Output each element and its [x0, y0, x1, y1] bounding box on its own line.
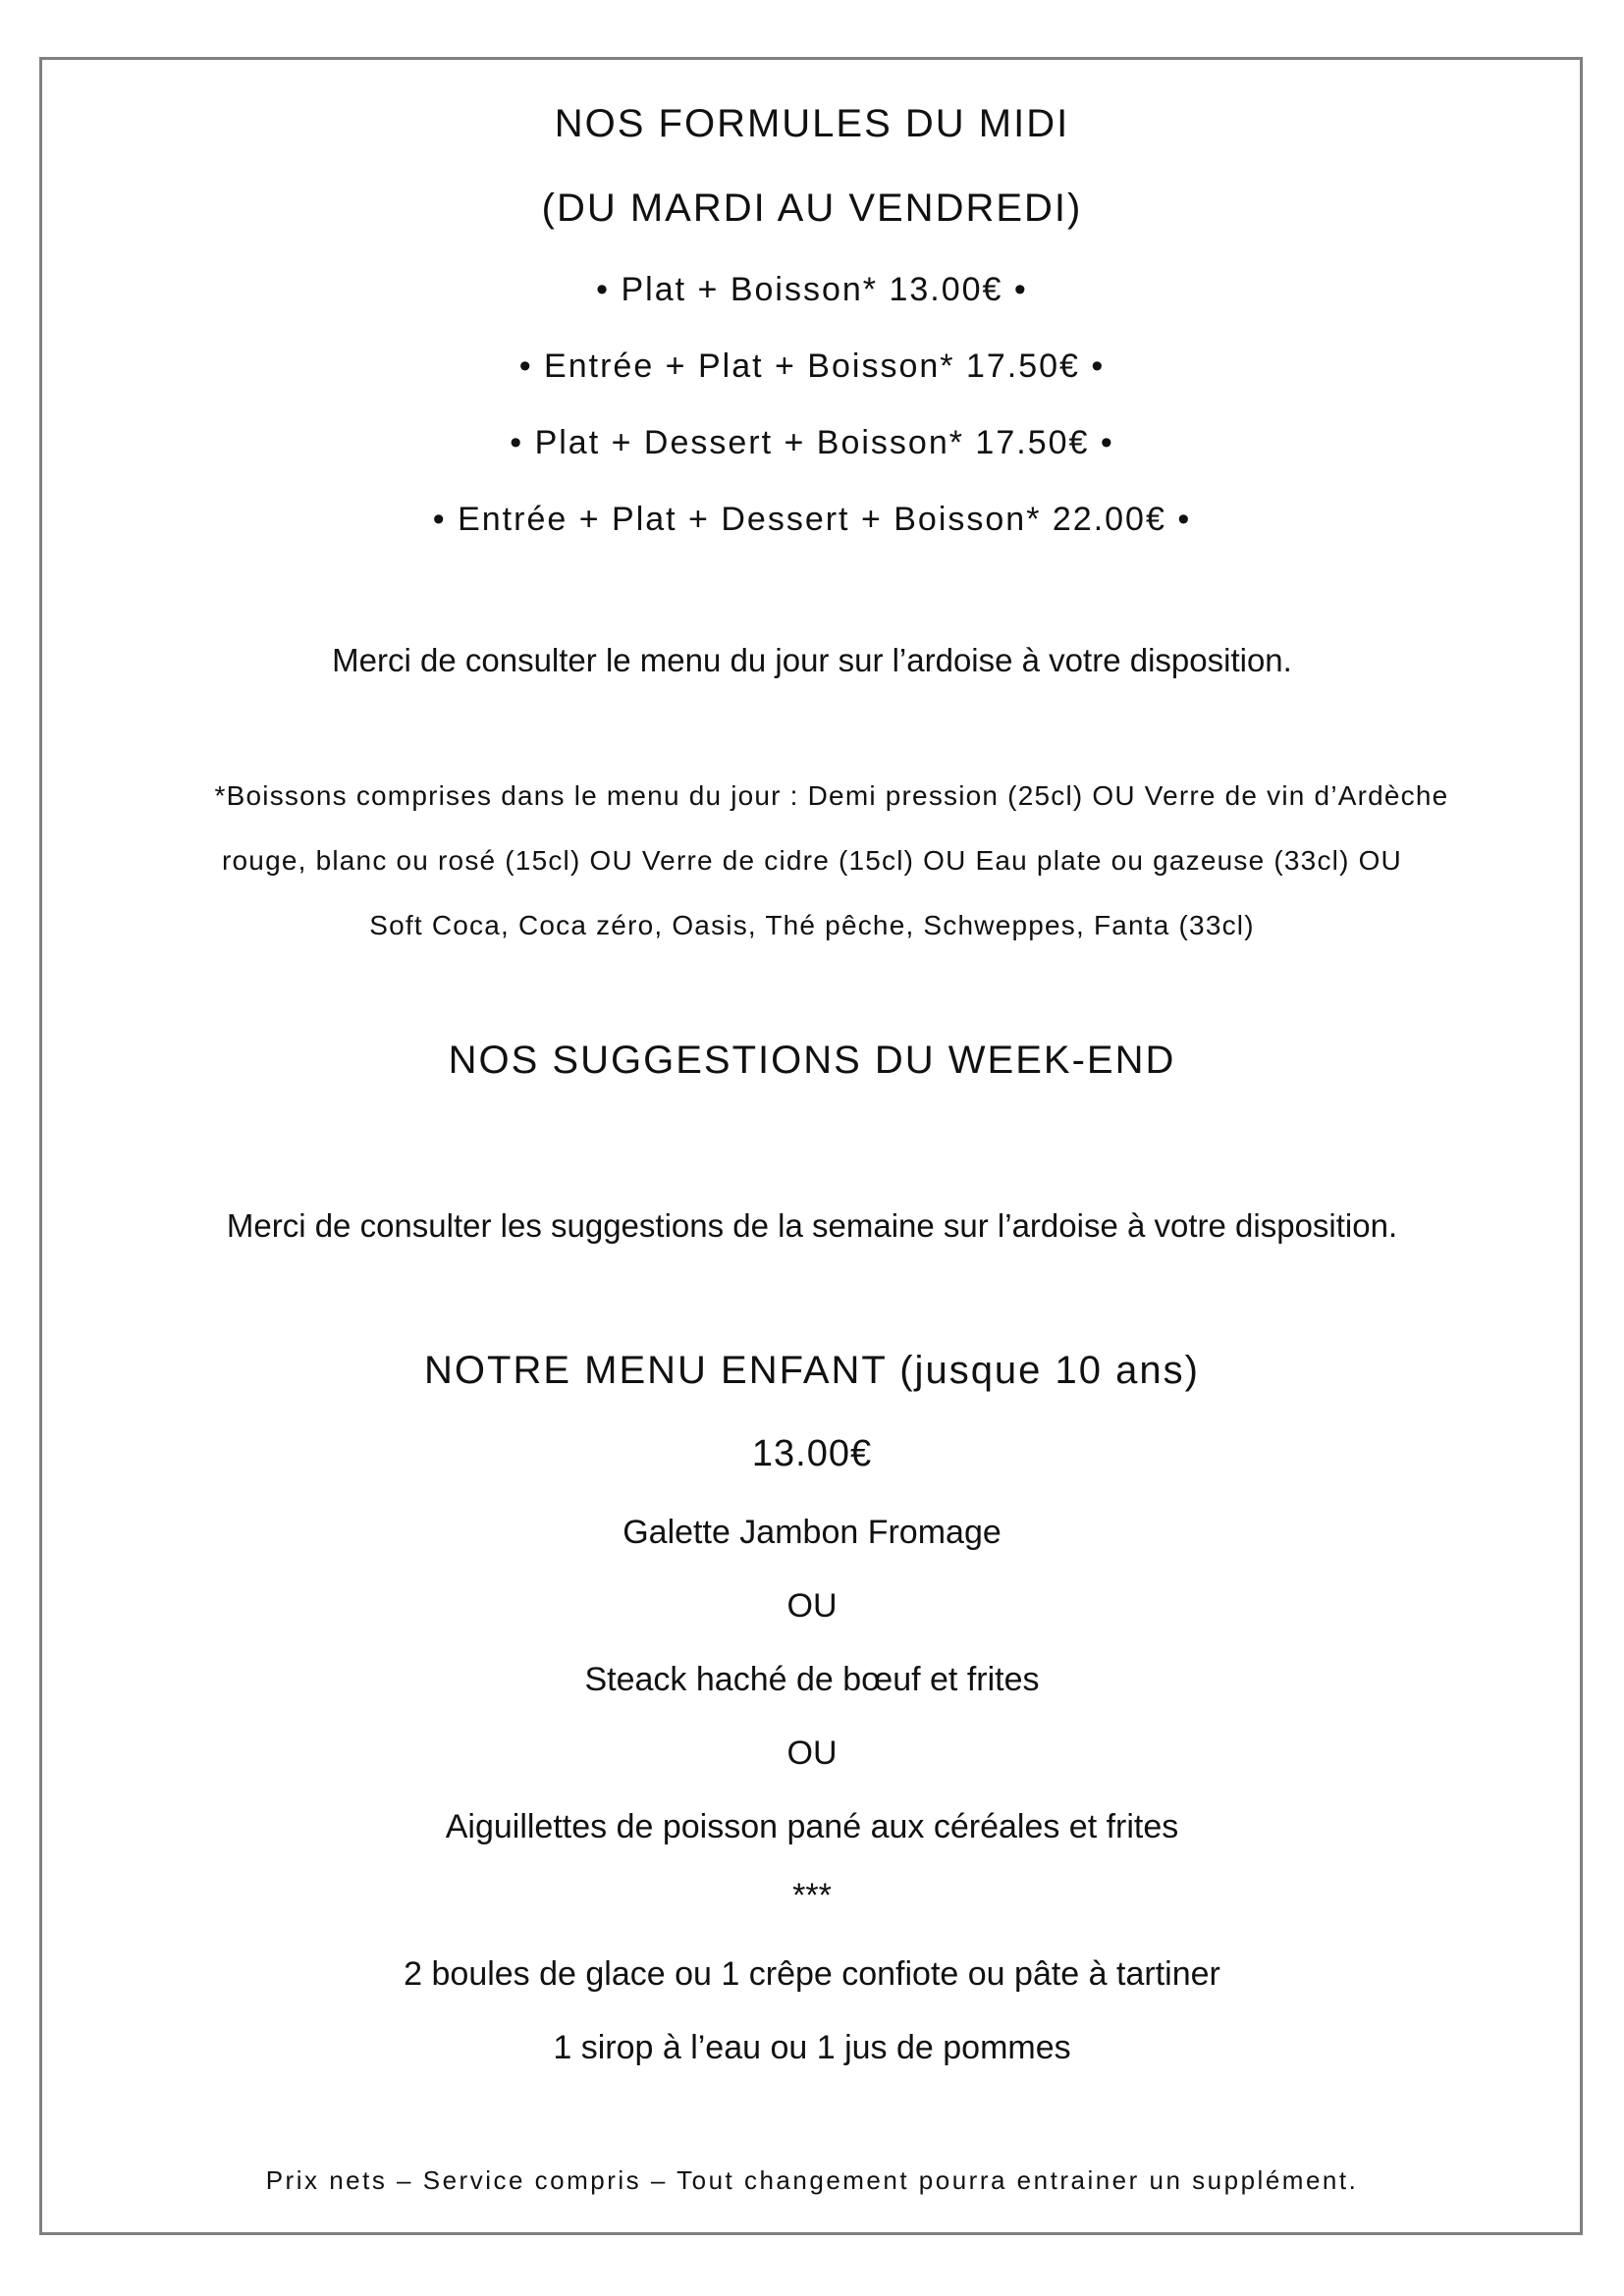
- drinks-note-line-3: Soft Coca, Coca zéro, Oasis, Thé pêche, Schweppes, Fanta (33cl): [369, 910, 1255, 940]
- kids-title: NOTRE MENU ENFANT: [424, 1349, 888, 1392]
- kids-price: 13.00€: [751, 1433, 873, 1474]
- kids-item: OU: [786, 1735, 838, 1772]
- kids-item: Steack haché de bœuf et frites: [584, 1661, 1040, 1698]
- kids-item: 2 boules de glace ou 1 crêpe confiote ou pâte à tartiner: [404, 1955, 1220, 1993]
- lunch-menu-note: Merci de consulter le menu du jour sur l’ardoise à votre disposition.: [332, 642, 1292, 678]
- kids-item: Aiguillettes de poisson pané aux céréales et frites: [445, 1808, 1179, 1845]
- formula-3: • Plat + Dessert + Boisson* 17.50€ •: [510, 424, 1114, 461]
- weekend-title: NOS SUGGESTIONS DU WEEK-END: [448, 1039, 1176, 1082]
- weekend-note: Merci de consulter les suggestions de la semaine sur l’ardoise à votre disposition.: [226, 1207, 1398, 1244]
- formula-2: • Entrée + Plat + Boisson* 17.50€ •: [518, 347, 1106, 385]
- kids-item: ***: [792, 1877, 832, 1914]
- kids-item: OU: [786, 1587, 838, 1625]
- drinks-note-line-1: *Boissons comprises dans le menu du jour : Demi pression (25cl) OU Verre de vin d’Ardèche: [214, 780, 1449, 811]
- kids-age: (jusque 10 ans): [899, 1349, 1200, 1392]
- formula-1: • Plat + Boisson* 13.00€ •: [596, 271, 1028, 308]
- lunch-subtitle: (DU MARDI AU VENDREDI): [541, 187, 1083, 230]
- drinks-note-line-2: rouge, blanc ou rosé (15cl) OU Verre de cidre (15cl) OU Eau plate ou gazeuse (33cl) OU: [222, 845, 1402, 876]
- footer-note: Prix nets – Service compris – Tout changement pourra entrainer un supplément.: [265, 2165, 1359, 2195]
- lunch-title: NOS FORMULES DU MIDI: [554, 102, 1070, 145]
- kids-item: 1 sirop à l’eau ou 1 jus de pommes: [553, 2029, 1071, 2066]
- kids-title-row: [0, 1349, 1624, 1393]
- kids-item: Galette Jambon Fromage: [623, 1514, 1001, 1551]
- formula-4: • Entrée + Plat + Dessert + Boisson* 22.00€ •: [432, 501, 1192, 538]
